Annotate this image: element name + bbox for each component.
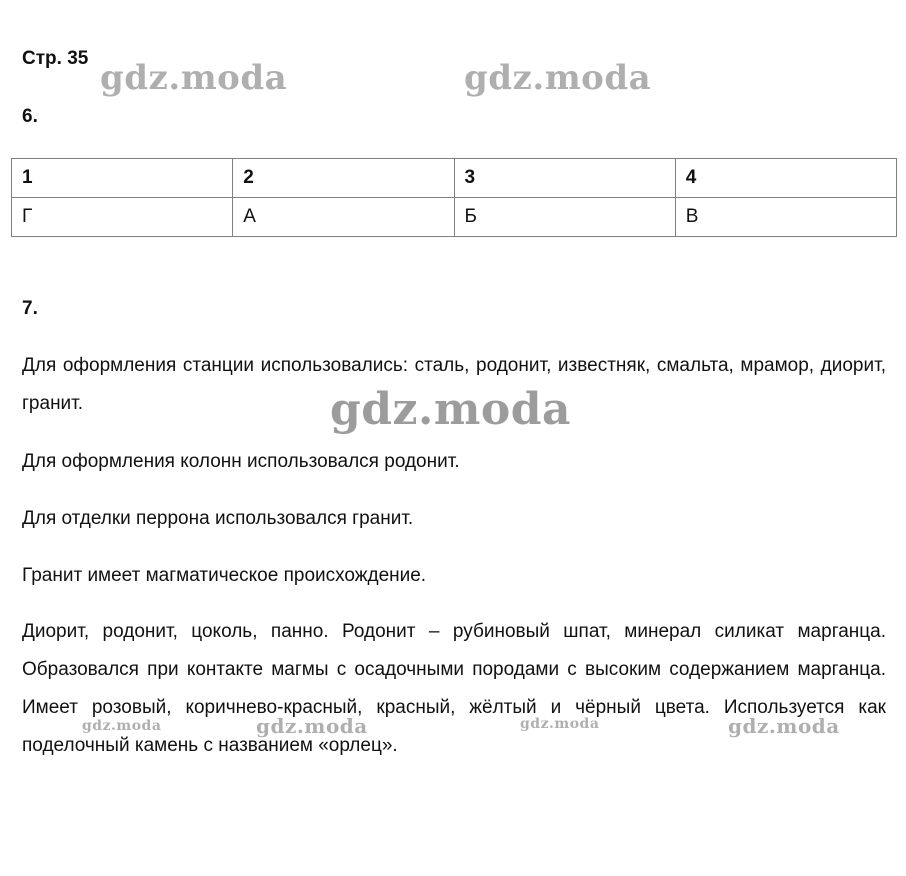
watermark: gdz.moda (520, 716, 600, 732)
task-7-number: 7. (22, 298, 38, 319)
table-answer-cell: Г (12, 198, 233, 237)
watermark: gdz.moda (464, 58, 652, 98)
watermark: gdz.moda (330, 384, 572, 435)
table-header-cell: 3 (454, 159, 675, 198)
watermark: gdz.moda (256, 714, 368, 738)
table-answer-cell: А (233, 198, 454, 237)
answer-paragraph: Для оформления станции использовались: сталь, родонит, известняк, смальта, мрамор, диорит, гранит. (22, 355, 886, 414)
watermark: gdz.moda (100, 58, 288, 98)
table-row (12, 198, 897, 237)
table-header-cell: 4 (675, 159, 896, 198)
task-6-number: 6. (22, 106, 38, 127)
page-reference: Стр. 35 (22, 48, 89, 69)
table-header-row (12, 159, 897, 198)
table-answer-cell: Б (454, 198, 675, 237)
answer-paragraph: Для оформления колонн использовался родонит. (22, 451, 460, 472)
answer-paragraph: Гранит имеет магматическое происхождение. (22, 565, 427, 586)
watermark: gdz.moda (728, 714, 840, 738)
answer-table (11, 158, 897, 237)
table-answer-cell: В (675, 198, 896, 237)
answer-paragraph: Для отделки перрона использовался гранит. (22, 508, 414, 529)
watermark: gdz.moda (82, 718, 162, 734)
table-header-cell: 2 (233, 159, 454, 198)
answer-paragraph: Диорит, родонит, цоколь, панно. Родонит – рубиновый шпат, минерал силикат марганца. Образовался при контакте магмы с осадочными породами с высоким содержанием марганца. Имеет розовый, коричнево-красный, красный, жёлтый и чёрный цвета. Используется как поделочный камень с названием «орлец». (22, 621, 886, 756)
table-header-cell: 1 (12, 159, 233, 198)
